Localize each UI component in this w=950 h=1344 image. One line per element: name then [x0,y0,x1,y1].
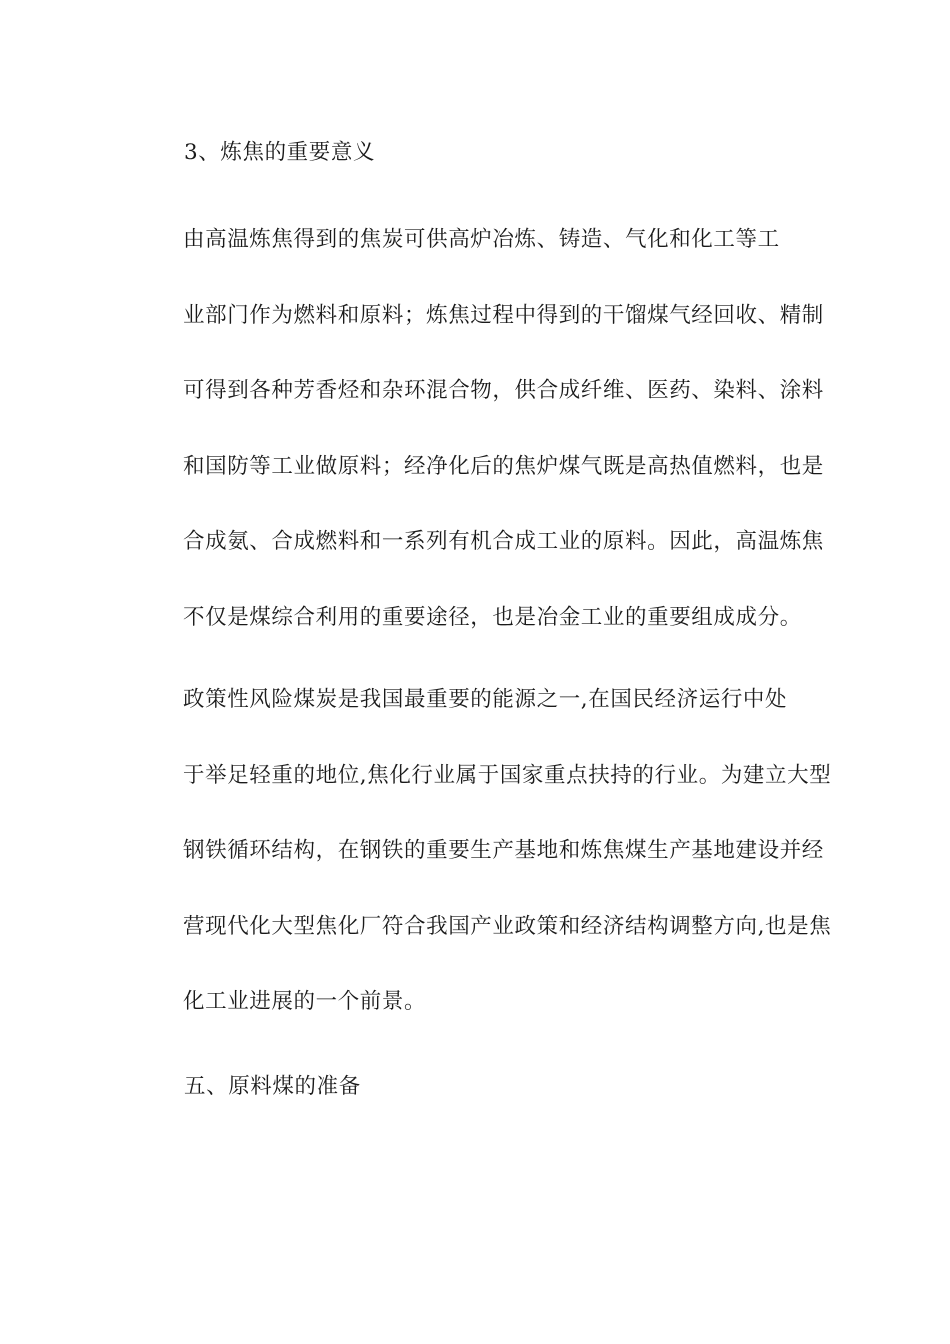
paragraph-coking-uses [145,202,824,655]
text-line: 营现代化大型焦化厂符合我国产业政策和经济结构调整方向,也是焦 [183,913,832,939]
text-line: 不仅是煤综合利用的重要途径，也是冶金工业的重要组成成分。 [183,604,802,630]
text-line: 合成氨、合成燃料和一系列有机合成工业的原料。因此，高温炼焦 [183,529,824,554]
text-line: 钢铁循环结构，在钢铁的重要生产基地和炼焦煤生产基地建设并经 [183,838,824,863]
text-line: 由高温炼焦得到的焦炭可供高炉冶炼、铸造、气化和化工等工 [183,227,780,252]
text-line: 化工业进展的一个前景。 [183,989,427,1014]
text-line: 于举足轻重的地位,焦化行业属于国家重点扶持的行业。为建立大型 [183,762,832,788]
text-line: 政策性风险煤炭是我国最重要的能源之一,在国民经济运行中处 [183,687,788,712]
text-line: 业部门作为燃料和原料；炼焦过程中得到的干馏煤气经回收、精制 [183,302,824,328]
paragraph-policy-risk [145,662,832,1040]
text-line: 可得到各种芳香烃和杂环混合物，供合成纤维、医药、染料、涂料 [183,378,824,403]
section-heading-raw-coal-preparation: 五、原料煤的准备 [184,1074,361,1099]
section-heading-coking-significance: 3、炼焦的重要意义 [184,140,376,165]
text-line: 和国防等工业做原料；经净化后的焦炉煤气既是高热值燃料，也是 [183,453,824,479]
